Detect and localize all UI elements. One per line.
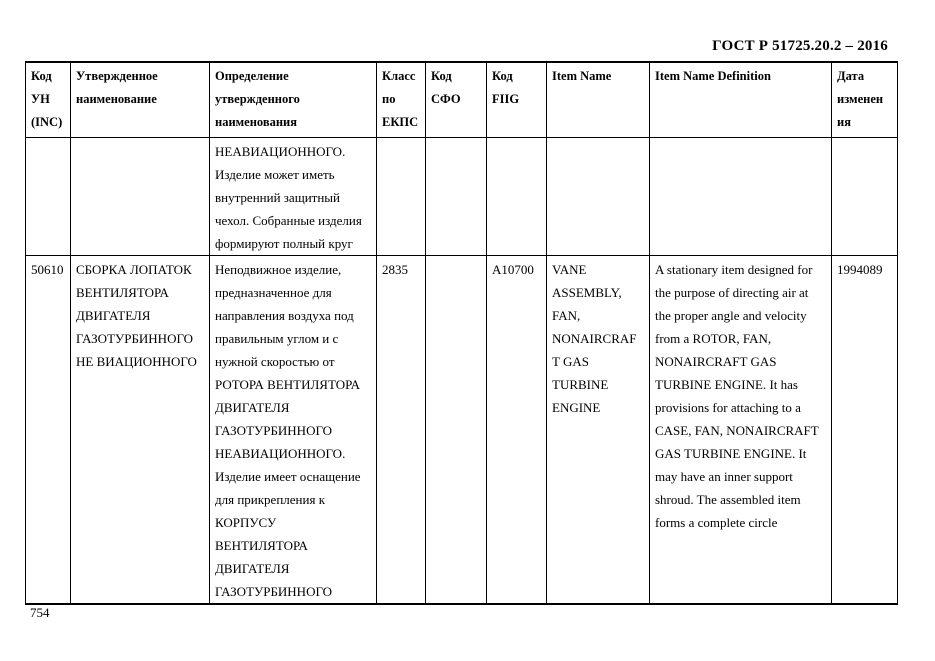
header-fiig-code [487, 62, 547, 138]
text-line: Изделие может иметь [215, 167, 335, 182]
text-line: TURBINE ENGINE. It has [655, 377, 798, 392]
text-line: from a ROTOR, FAN, [655, 331, 772, 346]
text-line: чехол. Собранные изделия [215, 213, 362, 228]
text-line: shroud. The assembled item [655, 492, 801, 507]
cell-definition [210, 138, 377, 256]
text-line: ВЕНТИЛЯТОРА [215, 538, 308, 553]
header-item-name-definition [650, 62, 832, 138]
text-line: КОРПУСУ [215, 515, 277, 530]
text-line: A stationary item designed for [655, 262, 813, 277]
header-inc-code [26, 62, 71, 138]
document-header: ГОСТ Р 51725.20.2 – 2016 [712, 38, 888, 54]
cell-inc [26, 138, 71, 256]
text-line: Класс [382, 69, 416, 83]
text-line: СФО [431, 92, 461, 106]
text-line: изменен [837, 92, 884, 106]
cell-class: 2835 [377, 256, 426, 605]
text-line: ГАЗОТУРБИННОГО [215, 423, 333, 438]
text-line: НЕАВИАЦИОННОГО. [215, 446, 346, 461]
text-line: Item Name Definition [655, 69, 771, 83]
cell-fiig [487, 138, 547, 256]
text-line: НЕАВИАЦИОННОГО. [215, 144, 346, 159]
text-line: Неподвижное изделие, [215, 262, 342, 277]
text-line: provisions for attaching to a [655, 400, 801, 415]
text-line: forms a complete circle [655, 515, 778, 530]
text-line: утвержденного [215, 92, 300, 106]
text-line: ДВИГАТЕЛЯ [76, 308, 151, 323]
cell-fiig: A10700 [487, 256, 547, 605]
text-line: предназначенное для [215, 285, 332, 300]
text-line: Код [431, 69, 452, 83]
text-line: НЕ ВИАЦИОННОГО [76, 354, 197, 369]
table-row [26, 256, 898, 605]
text-line: РОТОРА ВЕНТИЛЯТОРА [215, 377, 361, 392]
text-line: ENGINE [552, 400, 601, 415]
text-line: VANE [552, 262, 587, 277]
text-line: Изделие имеет оснащение [215, 469, 361, 484]
cell-item-name [547, 138, 650, 256]
text-line: NONAIRCRAF [552, 331, 637, 346]
cell-inc: 50610 [26, 256, 71, 605]
text-line: FAN, [552, 308, 581, 323]
header-item-name [547, 62, 650, 138]
header-approved-name [71, 62, 210, 138]
text-line: ВЕНТИЛЯТОРА [76, 285, 169, 300]
cell-sfo [426, 256, 487, 605]
text-line: СБОРКА ЛОПАТОК [76, 262, 192, 277]
text-line: (INC) [31, 115, 63, 129]
text-line: Утвержденное [76, 69, 158, 83]
text-line: Item Name [552, 69, 612, 83]
cell-item-name [547, 256, 650, 605]
text-line: ASSEMBLY, [552, 285, 622, 300]
text-line: Определение [215, 69, 289, 83]
text-line: правильным углом и с [215, 331, 339, 346]
text-line: Код [492, 69, 513, 83]
text-line: may have an inner support [655, 469, 793, 484]
cell-date [832, 138, 898, 256]
cell-sfo [426, 138, 487, 256]
text-line: CASE, FAN, NONAIRCRAFT [655, 423, 819, 438]
header-sfo-code [426, 62, 487, 138]
text-line: Дата [837, 69, 865, 83]
text-line: ЕКПС [382, 115, 419, 129]
table-header-row [26, 62, 898, 138]
text-line: GAS TURBINE ENGINE. It [655, 446, 807, 461]
header-change-date [832, 62, 898, 138]
header-ekps-class [377, 62, 426, 138]
text-line: для прикрепления к [215, 492, 326, 507]
text-line: нужной скоростью от [215, 354, 335, 369]
cell-approved-name [71, 256, 210, 605]
text-line: направления воздуха под [215, 308, 354, 323]
classification-table [25, 61, 898, 605]
cell-item-definition [650, 256, 832, 605]
text-line: the proper angle and velocity [655, 308, 807, 323]
text-line: ДВИГАТЕЛЯ [215, 400, 290, 415]
text-line: формируют полный круг [215, 236, 353, 251]
page-number: 754 [30, 605, 50, 620]
cell-approved-name [71, 138, 210, 256]
text-line: ДВИГАТЕЛЯ [215, 561, 290, 576]
text-line: ГАЗОТУРБИННОГО [76, 331, 194, 346]
text-line: наименование [76, 92, 157, 106]
text-line: ия [837, 115, 851, 129]
cell-definition [210, 256, 377, 605]
text-line: T GAS [552, 354, 589, 369]
text-line: внутренний защитный [215, 190, 340, 205]
text-line: NONAIRCRAFT GAS [655, 354, 777, 369]
table-row [26, 138, 898, 256]
text-line: the purpose of directing air at [655, 285, 809, 300]
text-line: наименования [215, 115, 298, 129]
text-line: Код [31, 69, 52, 83]
text-line: по [382, 92, 396, 106]
text-line: FIIG [492, 92, 520, 106]
header-name-definition [210, 62, 377, 138]
cell-class [377, 138, 426, 256]
cell-date: 1994089 [832, 256, 898, 605]
text-line: УН [31, 92, 50, 106]
text-line: ГАЗОТУРБИННОГО [215, 584, 333, 599]
cell-item-definition [650, 138, 832, 256]
text-line: TURBINE [552, 377, 609, 392]
